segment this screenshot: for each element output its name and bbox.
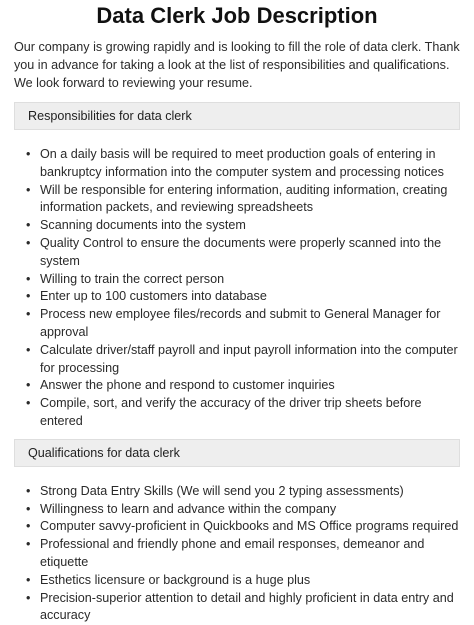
responsibilities-header [14,102,460,130]
responsibilities-heading: Responsibilities for data clerk [28,109,192,123]
bullet-icon: • [26,147,31,161]
list-item-text: Compile, sort, and verify the accuracy of the driver trip sheets before entered [40,396,422,428]
page-title: Data Clerk Job Description [96,3,378,28]
bullet-icon: • [26,378,31,393]
bullet-icon: • [26,537,31,552]
list-item-text: Enter up to 100 customers into database [40,289,267,304]
list-item-text: Willing to train the correct person [40,271,225,286]
bullet-icon: • [26,289,31,304]
bullet-icon: • [26,590,31,605]
intro-paragraph: Our company is growing rapidly and is looking to fill the role of data clerk. Thank you in advance for taking a look at the list of responsibilities and qualifications. We look forward to reviewing your resume. [14,40,460,90]
list-item [26,271,460,289]
bullet-icon: • [26,483,31,498]
bullet-icon: • [26,342,31,357]
list-item-text: Will be responsible for entering information, auditing information, creating information packets, and reviewing spreadsheets [40,182,448,215]
qualifications-list [14,483,460,625]
list-item-text: Process new employee files/records and submit to General Manager for approval [40,307,441,339]
bullet-icon: • [26,501,31,516]
responsibilities-list [14,146,460,431]
list-item [26,518,460,536]
bullet-icon: • [26,271,31,286]
list-item [26,395,460,431]
bullet-icon: • [26,182,31,197]
bullet-icon: • [26,218,31,233]
bullet-icon: • [26,307,31,322]
bullet-icon: • [26,519,31,534]
list-item-text: Answer the phone and respond to customer inquiries [40,378,335,393]
list-item-text: Scanning documents into the system [40,218,246,233]
list-item [26,590,460,625]
bullet-icon: • [26,396,31,411]
list-item [26,483,460,501]
list-item [26,377,460,395]
list-item-text: On a daily basis will be required to meet production goals of entering in bankruptcy information into the computer system and processing notices [40,147,444,179]
list-item [26,146,460,182]
list-item-text: Strong Data Entry Skills (We will send you 2 typing assessments) [40,483,404,498]
list-item [26,306,460,342]
bullet-icon: • [26,235,31,250]
list-item [26,217,460,235]
list-item [26,501,460,519]
list-item-text: Precision-superior attention to detail and highly proficient in data entry and accuracy [40,590,454,623]
list-item-text: Esthetics licensure or background is a huge plus [40,572,311,587]
list-item [26,572,460,590]
list-item [26,536,460,572]
bullet-icon: • [26,572,31,587]
list-item [26,235,460,271]
list-item-text: Willingness to learn and advance within the company [40,501,337,516]
list-item [26,342,460,378]
qualifications-heading: Qualifications for data clerk [28,445,180,460]
list-item-text: Professional and friendly phone and email responses, demeanor and etiquette [40,537,425,569]
list-item [26,182,460,218]
list-item-text: Quality Control to ensure the documents were properly scanned into the system [40,235,442,268]
qualifications-header [14,439,460,467]
list-item-text: Calculate driver/staff payroll and input payroll information into the computer for processing [40,342,458,375]
list-item [26,288,460,306]
list-item-text: Computer savvy-proficient in Quickbooks and MS Office programs required [40,519,459,534]
